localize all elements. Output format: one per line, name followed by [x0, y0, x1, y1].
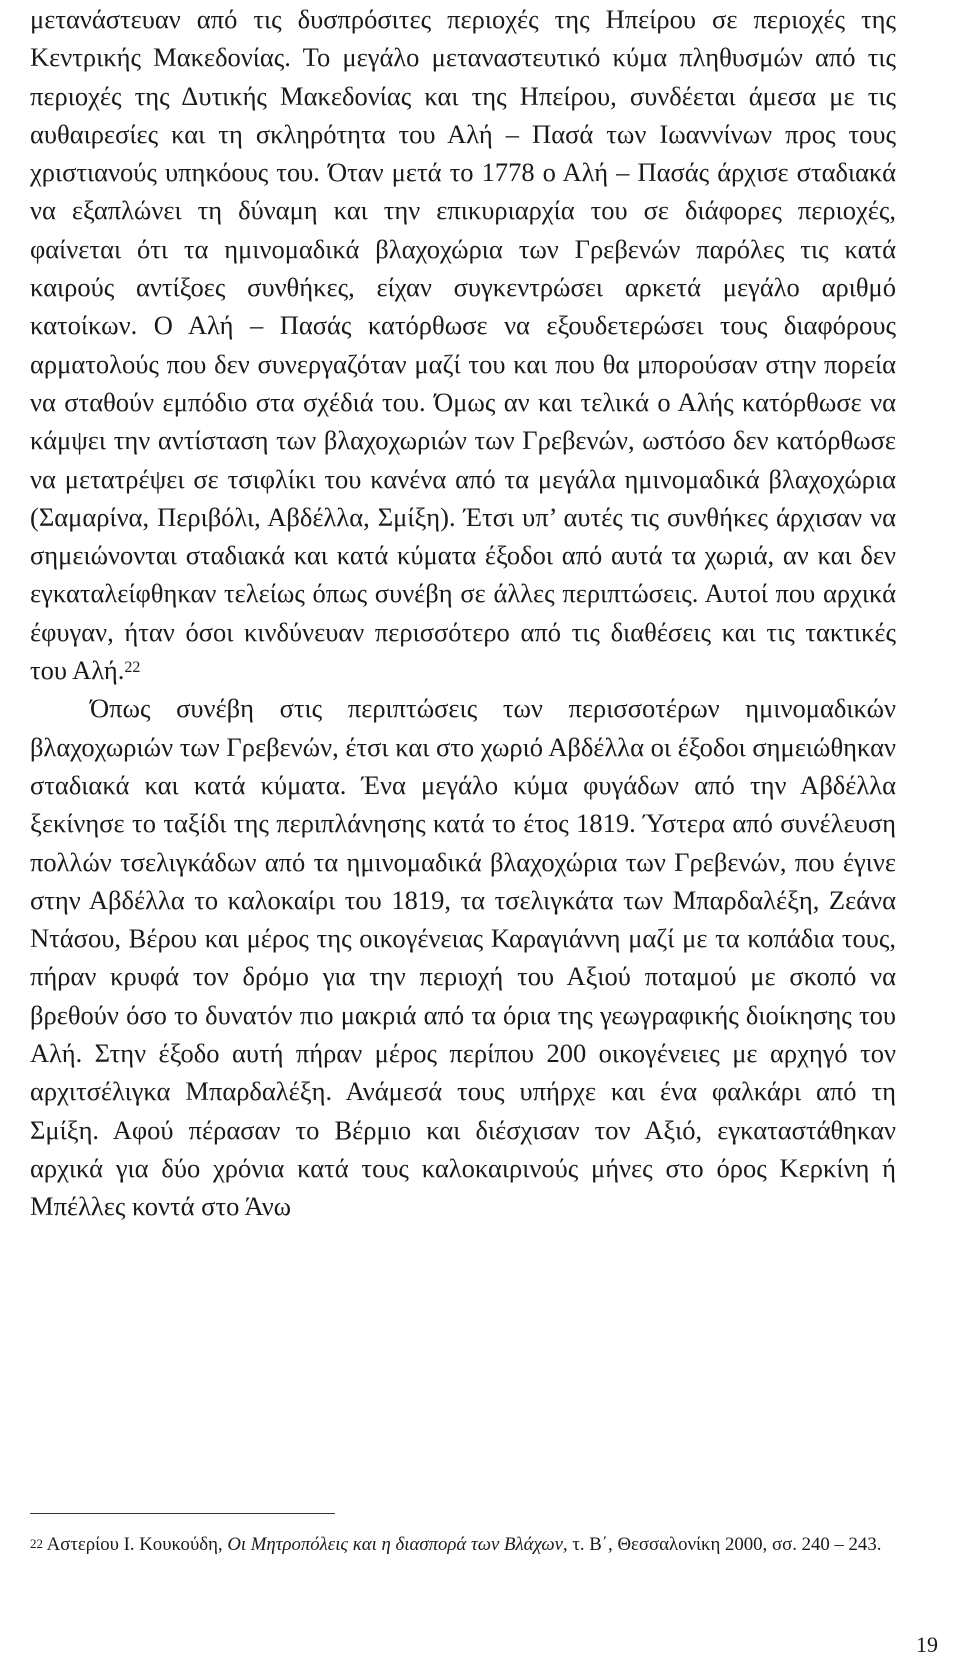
footnote-reference: 22 [124, 659, 141, 677]
page-number: 19 [916, 1632, 938, 1657]
footnote-author: Αστερίου Ι. Κουκούδη, [46, 1534, 223, 1555]
footnote-number: 22 [30, 1536, 43, 1551]
body-text [30, 0, 896, 1226]
footnote-title: Οι Μητροπόλεις και η διασπορά των Βλάχων, [227, 1534, 568, 1555]
footnote [30, 1530, 896, 1560]
footnote-separator [30, 1513, 335, 1514]
footnote-details: τ. Β΄, Θεσσαλονίκη 2000, σσ. 240 – 243. [572, 1534, 882, 1555]
paragraph-1 [30, 0, 896, 689]
paragraph-1-text: μετανάστευαν από τις δυσπρόσιτες περιοχές της Ηπείρου σε περιοχές της Κεντρικής Μακεδονίας. Το μεγάλο μεταναστευτικό κύμα πληθυσμών από τις περιοχές της Δυτικής Μακεδονίας και της Ηπείρου, συνδέεται άμεσα με τις αυθαιρεσίες και τη σκληρότητα του Αλή – Πασά των Ιωαννίνων προς τους χριστιανούς υπηκόους του. Όταν μετά το 1778 ο Αλή – Πασάς άρχισε σταδιακά να εξαπλώνει τη δύναμη και την επικυριαρχία του σε διάφορες περιοχές, φαίνεται ότι τα ημινομαδικά βλαχοχώρια των Γρεβενών παρόλες τις κατά καιρούς αντίξοες συνθήκες, είχαν συγκεντρώσει αρκετά μεγάλο αριθμό κατοίκων. Ο Αλή – Πασάς κατόρθωσε να εξουδετερώσει τους διαφόρους αρματολούς που δεν συνεργαζόταν μαζί του και που θα μπορούσαν στην πορεία να σταθούν εμπόδιο στα σχέδιά του. Όμως αν και τελικά ο Αλής κατόρθωσε να κάμψει την αντίσταση των βλαχοχωριών των Γρεβενών, ωστόσο δεν κατόρθωσε να μετατρέψει σε τσιφλίκι του κανένα από τα μεγάλα ημινομαδικά βλαχοχώρια (Σαμαρίνα, Περιβόλι, Αβδέλλα, Σμίξη). Έτσι υπ’ αυτές τις συνθήκες άρχισαν να σημειώνονται σταδιακά και κατά κύματα έξοδοι από αυτά τα χωριά, αν και δεν εγκαταλείφθηκαν τελείως όπως συνέβη σε άλλες περιπτώσεις. Αυτοί που αρχικά έφυγαν, ήταν όσοι κινδύνευαν περισσότερο από τις διαθέσεις και τις τακτικές του Αλή. [30, 4, 896, 686]
paragraph-2: Όπως συνέβη στις περιπτώσεις των περισσοτέρων ημινομαδικών βλαχοχωριών των Γρεβενών, έτσι και στο χωριό Αβδέλλα οι έξοδοι σημειώθηκαν σταδιακά και κατά κύματα. Ένα μεγάλο κύμα φυγάδων από την Αβδέλλα ξεκίνησε το ταξίδι της περιπλάνησης κατά το έτος 1819. Ύστερα από συνέλευση πολλών τσελιγκάδων από τα ημινομαδικά βλαχοχώρια των Γρεβενών, που έγινε στην Αβδέλλα το καλοκαίρι του 1819, τα τσελιγκάτα των Μπαρδαλέξη, Ζεάνα Ντάσου, Βέρου και μέρος της οικογένειας Καραγιάννη μαζί με τα κοπάδια τους, πήραν κρυφά τον δρόμο για την περιοχή του Αξιού ποταμού με σκοπό να βρεθούν όσο το δυνατόν πιο μακριά από τα όρια της γεωγραφικής διοίκησης του Αλή. Στην έξοδο αυτή πήραν μέρος περίπου 200 οικογένειες με αρχηγό τον αρχιτσέλιγκα Μπαρδαλέξη. Ανάμεσά τους υπήρχε και ένα φαλκάρι από τη Σμίξη. Αφού πέρασαν το Βέρμιο και διέσχισαν τον Αξιό, εγκαταστάθηκαν αρχικά για δύο χρόνια κατά τους καλοκαιρινούς μήνες στο όρος Κερκίνη ή Μπέλλες κοντά στο Άνω [30, 693, 896, 1222]
